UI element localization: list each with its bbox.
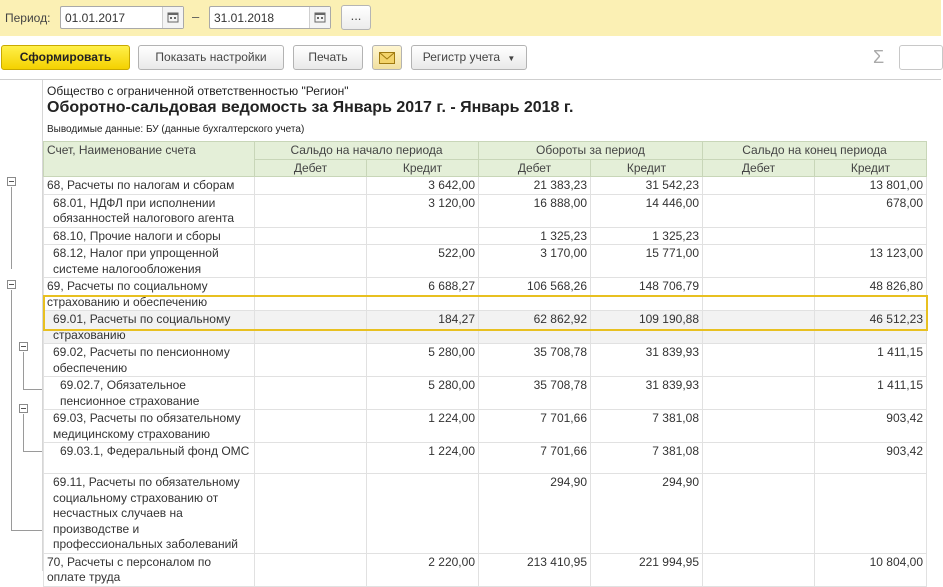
table-row[interactable] [44,443,927,474]
period-from-value: 01.01.2017 [65,11,126,25]
opening-debit-cell [255,227,367,245]
period-label: Период: [5,11,51,25]
opening-credit-header: Кредит [367,159,479,177]
opening-credit-cell: 5 280,00 [367,377,479,410]
choose-period-button[interactable]: ... [341,5,371,30]
period-bar [0,0,941,36]
tree-line [23,352,24,389]
turnover-credit-cell: 109 190,88 [591,311,703,344]
closing-credit-cell: 13 801,00 [815,177,927,195]
opening-credit-cell: 3 120,00 [367,194,479,227]
closing-debit-cell [703,377,815,410]
opening-debit-cell [255,344,367,377]
calendar-icon[interactable] [162,7,183,28]
account-cell: 69.03.1, Федеральный фонд ОМС [44,443,255,474]
opening-credit-cell [367,227,479,245]
closing-credit-cell: 678,00 [815,194,927,227]
toolbar [0,36,941,79]
register-label: Регистр учета [422,50,501,64]
closing-debit-cell [703,194,815,227]
closing-debit-cell [703,227,815,245]
turnover-credit-cell: 7 381,08 [591,410,703,443]
opening-debit-cell [255,443,367,474]
account-cell: 68.01, НДФЛ при исполнении обязанностей налогового агента [44,194,255,227]
register-dropdown[interactable] [411,45,527,70]
account-cell: 68.10, Прочие налоги и сборы [44,227,255,245]
opening-debit-cell [255,194,367,227]
account-cell: 69.03, Расчеты по обязательному медицинскому страхованию [44,410,255,443]
closing-credit-cell: 46 512,23 [815,311,927,344]
turnover-credit-header: Кредит [591,159,703,177]
turnover-debit-cell: 21 383,23 [479,177,591,195]
account-cell: 69.02, Расчеты по пенсионному обеспечению [44,344,255,377]
opening-debit-header: Дебет [255,159,367,177]
turnover-debit-header: Дебет [479,159,591,177]
closing-credit-cell: 10 804,00 [815,553,927,586]
sum-field[interactable] [899,45,943,70]
turnover-credit-cell: 294,90 [591,474,703,554]
table-row[interactable] [44,227,927,245]
collapse-toggle-icon[interactable] [7,177,16,186]
closing-credit-cell: 1 411,15 [815,377,927,410]
turnover-credit-cell: 148 706,79 [591,278,703,311]
closing-debit-cell [703,443,815,474]
table-row[interactable] [44,410,927,443]
opening-debit-cell [255,245,367,278]
opening-credit-cell: 522,00 [367,245,479,278]
print-button[interactable]: Печать [293,45,363,70]
closing-debit-cell [703,311,815,344]
tree-line [23,414,24,451]
closing-credit-cell: 48 826,80 [815,278,927,311]
turnover-debit-cell: 7 701,66 [479,443,591,474]
account-cell: 69.01, Расчеты по социальному страхованию [44,311,255,344]
sum-icon[interactable]: Σ [873,47,885,67]
tree-line [11,187,12,269]
opening-credit-cell: 5 280,00 [367,344,479,377]
closing-debit-cell [703,344,815,377]
opening-credit-cell: 6 688,27 [367,278,479,311]
tree-line [23,451,42,452]
closing-credit-cell: 13 123,00 [815,245,927,278]
table-row[interactable] [44,344,927,377]
period-separator: – [192,9,200,24]
calendar-icon[interactable] [309,7,330,28]
chevron-down-icon: ▼ [507,54,516,63]
table-row[interactable] [44,377,927,410]
closing-credit-cell [815,474,927,554]
opening-credit-cell: 1 224,00 [367,410,479,443]
turnover-debit-cell: 62 862,92 [479,311,591,344]
tree-line [11,290,12,530]
turnover-credit-cell: 31 839,93 [591,344,703,377]
generate-button[interactable]: Сформировать [1,45,130,70]
turnover-credit-cell: 7 381,08 [591,443,703,474]
account-cell: 68, Расчеты по налогам и сборам [44,177,255,195]
email-button[interactable] [372,45,402,70]
turnover-credit-cell: 31 839,93 [591,377,703,410]
turnover-balance-table [43,141,927,587]
opening-credit-cell: 1 224,00 [367,443,479,474]
table-row[interactable] [44,278,927,311]
closing-debit-header: Дебет [703,159,815,177]
turnover-debit-cell: 35 708,78 [479,344,591,377]
account-cell: 69.02.7, Обязательное пенсионное страхование [44,377,255,410]
account-cell: 70, Расчеты с персоналом по оплате труда [44,553,255,586]
closing-debit-cell [703,474,815,554]
turnover-credit-cell: 1 325,23 [591,227,703,245]
opening-balance-header: Сальдо на начало периода [255,142,479,160]
collapse-toggle-icon[interactable] [19,404,28,413]
turnover-debit-cell: 35 708,78 [479,377,591,410]
closing-debit-cell [703,553,815,586]
tree-gutter [0,80,43,571]
turnover-credit-cell: 31 542,23 [591,177,703,195]
opening-credit-cell: 184,27 [367,311,479,344]
closing-credit-header: Кредит [815,159,927,177]
envelope-icon [379,52,395,64]
opening-debit-cell [255,278,367,311]
period-to-value: 31.01.2018 [214,11,275,25]
table-row-selected[interactable] [44,311,927,344]
report-title: Оборотно-сальдовая ведомость за Январь 2017 г. - Январь 2018 г. [47,99,574,116]
period-from-field[interactable] [60,6,184,29]
table-header-row [44,142,927,160]
turnover-credit-cell: 14 446,00 [591,194,703,227]
account-cell: 69, Расчеты по социальному страхованию и обеспечению [44,278,255,311]
account-cell: 68.12, Налог при упрощенной системе налогообложения [44,245,255,278]
account-column-header: Счет, Наименование счета [44,142,255,177]
opening-debit-cell [255,177,367,195]
opening-debit-cell [255,377,367,410]
closing-balance-header: Сальдо на конец периода [703,142,927,160]
closing-debit-cell [703,245,815,278]
opening-debit-cell [255,410,367,443]
collapse-toggle-icon[interactable] [19,342,28,351]
closing-debit-cell [703,278,815,311]
turnover-header: Обороты за период [479,142,703,160]
opening-credit-cell [367,474,479,554]
turnover-debit-cell: 1 325,23 [479,227,591,245]
turnover-debit-cell: 294,90 [479,474,591,554]
opening-debit-cell [255,311,367,344]
turnover-credit-cell: 15 771,00 [591,245,703,278]
tree-line [11,530,42,531]
table-row[interactable] [44,553,927,586]
table-row[interactable] [44,245,927,278]
closing-credit-cell [815,227,927,245]
closing-debit-cell [703,177,815,195]
closing-credit-cell: 1 411,15 [815,344,927,377]
table-row[interactable] [44,177,927,195]
opening-credit-cell: 3 642,00 [367,177,479,195]
report-area [0,79,941,584]
turnover-debit-cell: 213 410,95 [479,553,591,586]
closing-credit-cell: 903,42 [815,443,927,474]
turnover-debit-cell: 7 701,66 [479,410,591,443]
turnover-debit-cell: 106 568,26 [479,278,591,311]
opening-credit-cell: 2 220,00 [367,553,479,586]
organization-name: Общество с ограниченной ответственностью "Регион" [47,84,349,98]
opening-debit-cell [255,553,367,586]
closing-debit-cell [703,410,815,443]
table-row[interactable] [44,474,927,554]
tree-line [23,389,42,390]
table-row[interactable] [44,194,927,227]
closing-credit-cell: 903,42 [815,410,927,443]
collapse-toggle-icon[interactable] [7,280,16,289]
show-settings-button[interactable]: Показать настройки [138,45,284,70]
turnover-debit-cell: 16 888,00 [479,194,591,227]
turnover-debit-cell: 3 170,00 [479,245,591,278]
period-to-field[interactable] [209,6,331,29]
output-data-line: Выводимые данные: БУ (данные бухгалтерского учета) [47,124,305,135]
account-cell: 69.11, Расчеты по обязательному социальному страхованию от несчастных случаев на производстве и профессиональных заболеваний [44,474,255,554]
turnover-credit-cell: 221 994,95 [591,553,703,586]
opening-debit-cell [255,474,367,554]
